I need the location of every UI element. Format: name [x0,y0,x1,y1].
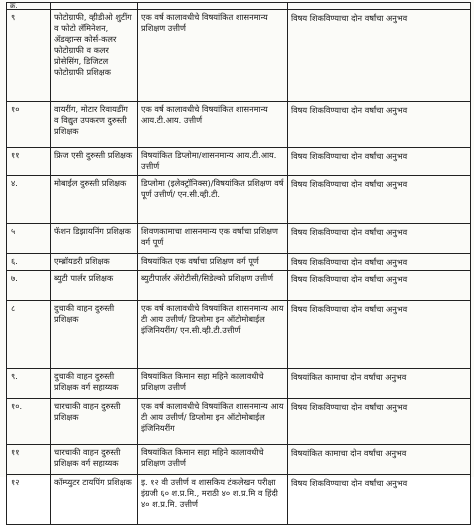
experience: विषय शिकविण्याचा दोन वर्षांचा अनुभव [288,271,471,301]
row-number: ८ [7,301,51,369]
course-name: कॉम्प्युटर टायपिंग प्रशिक्षक [51,475,138,525]
header-qualification [138,3,288,10]
experience: विषय शिकविण्याचा दोन वर्षांचा अनुभव [288,475,471,525]
header-experience [288,3,471,10]
table-row [7,102,471,148]
qualification: एक वर्ष कालावधीचे विषयांकित शासनमान्य आय टी आय उत्तीर्ण/ डिप्लोमा इन ऑटोमोबाईल इंजिनियरींग [138,399,288,445]
course-name: ब्युटी पार्लर प्रशिक्षक [51,271,138,301]
table-body [7,10,471,525]
row-number: ६. [7,254,51,271]
table-row [7,10,471,102]
experience: विषय शिकविण्याचा दोन वर्षांचा अनुभव [288,301,471,369]
row-number: ९. [7,369,51,399]
course-name: फ्रिज एसी दुरुस्ती प्रशिक्षक [51,148,138,176]
qualification: शिवणकामाचा शासनमान्य एक वर्षाचा प्रशिक्षण वर्ग पूर्ण [138,224,288,254]
course-name: वायरींग, मोटार रिवायडींग व विद्युत उपकरण दुरुस्ती प्रशिक्षक [51,102,138,148]
qualification: इ. १२ वी उत्तीर्ण व शासकिय टंकलेखन परीक्षा इंग्रजी ६० श.प्र.मि., मराठी ४० श.प्र.मि व हिंदी ४० श.प्र.मि. उत्तीर्ण [138,475,288,525]
table-row [7,254,471,271]
qualification: ब्युटीपार्लर ॲरोटीसी/सिडेल्को प्रशिक्षण उत्तीर्ण [138,271,288,301]
table-row [7,301,471,369]
qualification: विषयांकित डिप्लोमा/शासनमान्य आय.टी.आय. उत्तीर्ण [138,148,288,176]
row-number: १० [7,102,51,148]
table-row [7,176,471,224]
qualification: विषयांकित किमान सहा महिने कालावधीचे प्रशिक्षण उत्तीर्ण [138,445,288,475]
course-name: एम्ब्रॉयडरी प्रशिक्षक [51,254,138,271]
eligibility-table [6,2,471,525]
row-number: ४. [7,176,51,224]
header-serial: क्र. [7,3,51,10]
qualification: एक वर्ष कालावधीचे विषयांकित शासनमान्य आय टी आय उत्तीर्ण/ डिप्लोमा इन ऑटोमोबाईल इंजिनियरींग/ एन.सी.व्ही.टी.उत्तीर्ण [138,301,288,369]
experience: विषय शिकविण्याचा दोन वर्षांचा अनुभव [288,10,471,102]
experience: विषयांकित कामाचा दोन वर्षांचा अनुभव [288,369,471,399]
qualification: डिप्लोमा (इलेक्ट्रॉनिक्स)/विषयांकित प्रशिक्षण वर्ष पूर्ण उत्तीर्ण/ एन.सी.व्ही.टी. [138,176,288,224]
row-number: ११ [7,148,51,176]
experience: विषयांकित कामाचा दोन वर्षांचा अनुभव [288,445,471,475]
row-number: ९ [7,10,51,102]
experience: विषय शिकविण्याचा दोन वर्षांचा अनुभव [288,102,471,148]
table-row [7,271,471,301]
qualification: विषयांकित एक वर्षाचा प्रशिक्षण वर्ग पूर्ण [138,254,288,271]
table-row [7,475,471,525]
table-row [7,369,471,399]
row-number: १०. [7,399,51,445]
row-number: १२ [7,475,51,525]
row-number: ७. [7,271,51,301]
course-name: मोबाईल दुरुस्ती प्रशिक्षक [51,176,138,224]
table-row [7,399,471,445]
row-number: ५ [7,224,51,254]
course-name: फॅशन डिझायनिंग प्रशिक्षक [51,224,138,254]
qualification: एक वर्ष कालावधीचे विषयांकित शासनमान्य प्रशिक्षण उत्तीर्ण [138,10,288,102]
experience: विषय शिकविण्याचा दोन वर्षांचा अनुभव [288,224,471,254]
course-name: फोटोग्राफी, व्हीडीओ शुटींग व फोटो लॅमिनेशन, ॲडव्हान्स कोर्स-कलर फोटोग्राफी व कलर प्रोसेसिंग, डिजिटल फोटोग्राफी प्रशिक्षक [51,10,138,102]
course-name: चारचाकी वाहन दुरुस्ती प्रशिक्षक वर्ग सहाय्यक [51,445,138,475]
course-name: दुचाकी वाहन दुरुस्ती प्रशिक्षक वर्ग सहाय्यक [51,369,138,399]
table-header-row [7,3,471,10]
qualification: विषयांकित किमान सहा महिने कालावधीचे प्रशिक्षण उत्तीर्ण [138,369,288,399]
table-row [7,148,471,176]
table-row [7,445,471,475]
header-course [51,3,138,10]
row-number: ११ [7,445,51,475]
course-name: चारचाकी वाहन दुरुस्ती प्रशिक्षक [51,399,138,445]
experience: विषय शिकविण्याचा दोन वर्षांचा अनुभव [288,148,471,176]
table-row [7,224,471,254]
course-name: दुचाकी वाहन दुरुस्ती प्रशिक्षक [51,301,138,369]
qualification: एक वर्ष कालावधीचे विषयांकित शासनमान्य आय.टी.आय. उत्तीर्ण [138,102,288,148]
experience: विषय शिकविण्याचा दोन वर्षांचा अनुभव [288,176,471,224]
experience: विषय शिकविण्याचा दोन वर्षांचा अनुभव [288,254,471,271]
experience: विषय शिकविण्याचा दोन वर्षांचा अनुभव [288,399,471,445]
